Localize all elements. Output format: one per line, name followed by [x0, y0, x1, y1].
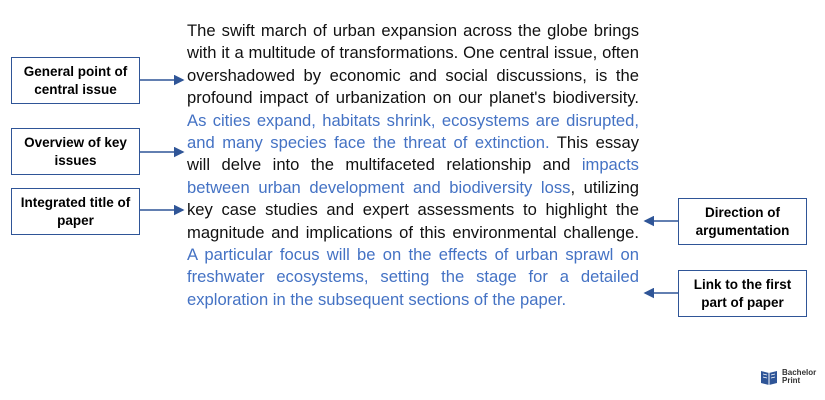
sentence-general-point: The swift march of urban expansion across the globe brings with it a multitude of transformations. One central issue, often overshadowed by economic and social discussions, is the profound impact of urbanization on our planet's biodiversity.	[187, 21, 639, 108]
sentence-key-issues: As cities expand, habitats shrink, ecosystems are disrupted, and many species face the threat of extinction.	[187, 110, 639, 153]
sentence-link: A particular focus will be on the effects of urban sprawl on freshwater ecosystems, setting the stage for a detailed exploration in the subsequent sections of the paper.	[187, 245, 639, 309]
logo-line-1: Bachelor	[782, 368, 817, 377]
label-integrated-title-text: Integrated title of paper	[20, 194, 131, 228]
book-icon	[760, 368, 778, 386]
sentence-direction: , utilizing key case studies and expert assessments to highlight the magnitude and implications of this environmental challenge.	[187, 177, 639, 242]
logo-line-2: Print	[782, 376, 801, 385]
bachelorprint-logo	[760, 368, 816, 386]
label-general-point-text: General point of central issue	[23, 63, 128, 97]
sentence-delve: This essay will delve into the multifaceted relationship and	[187, 133, 639, 175]
label-direction-text: Direction of argumentation	[695, 204, 790, 238]
label-overview-text: Overview of key issues	[24, 134, 127, 168]
label-link-text: Link to the first part of paper	[693, 276, 792, 310]
sentence-integrated-title: impacts between urban development and biodiversity loss	[187, 155, 639, 197]
